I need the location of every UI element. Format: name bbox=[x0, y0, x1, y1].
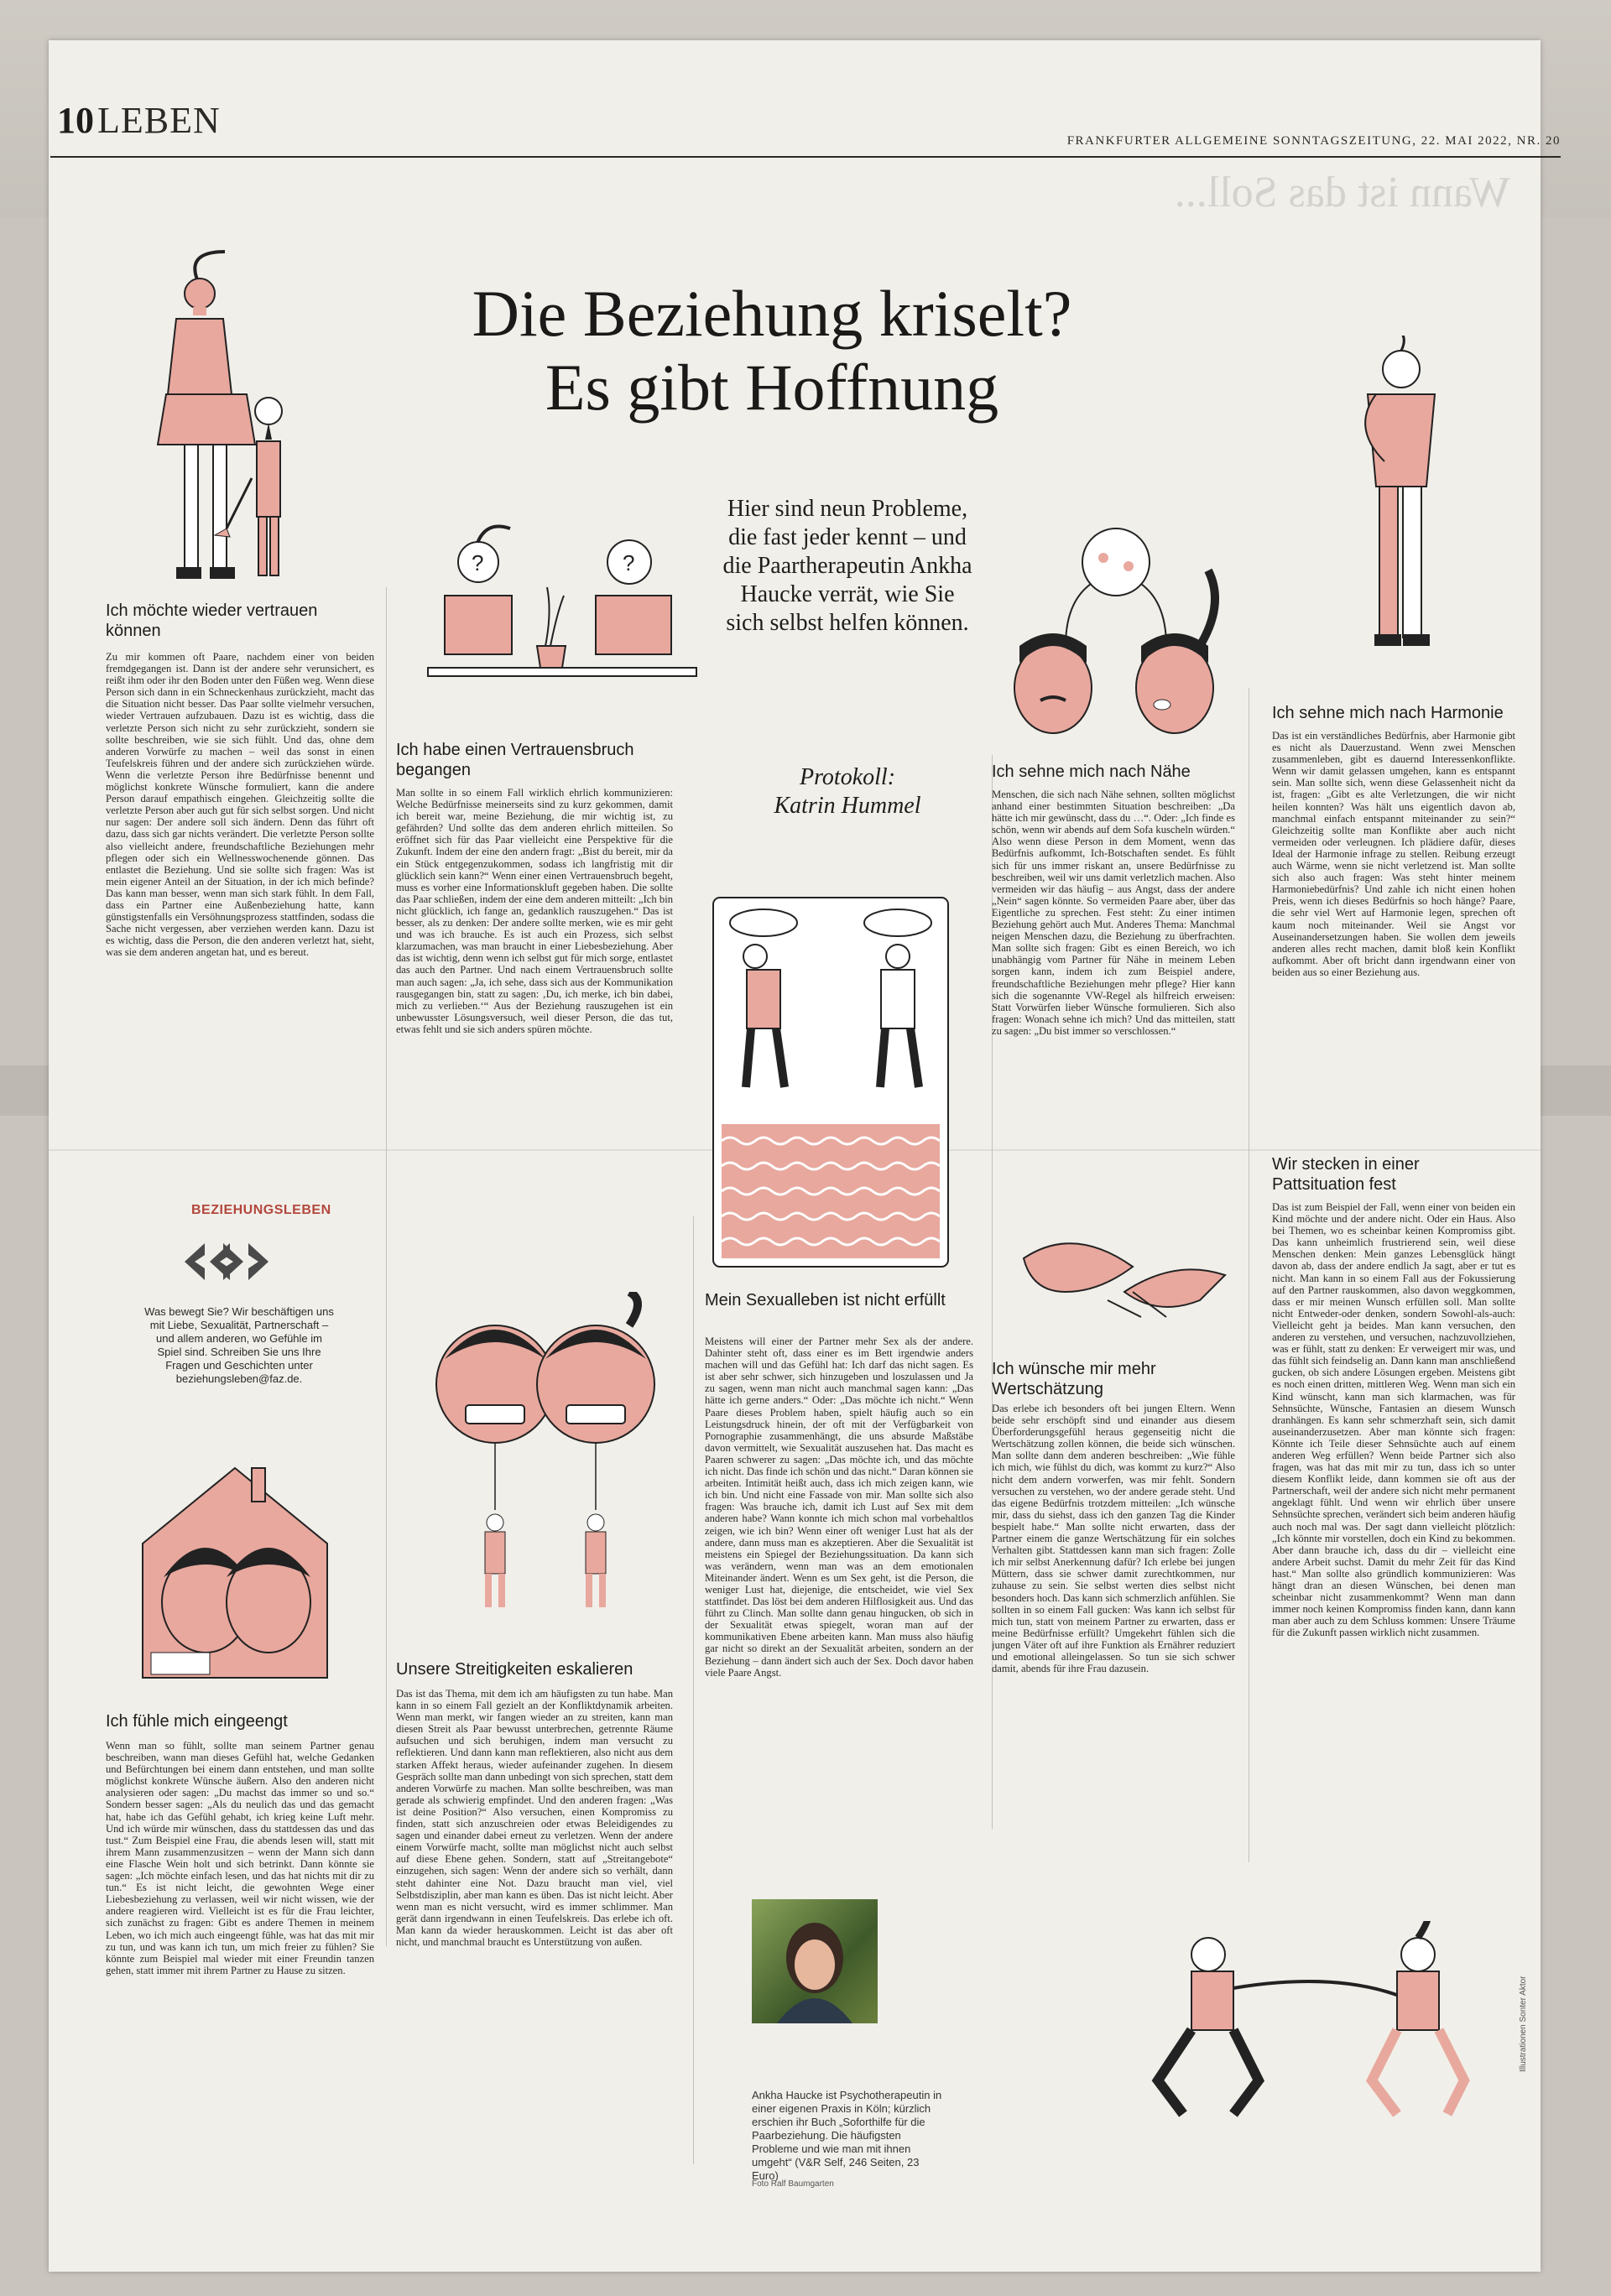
column-rule bbox=[693, 1216, 694, 2164]
body-eingeengt: Wenn man so fühlt, sollte man seinem Partner genau beschreiben, wann man dieses Gefühl hat, welche Gedanken und Befürchtungen bei einem dann entstehen, und man sollte möglichst konkrete Wünsche äußern. Also den anderen nicht analysieren oder sagen: „Du machst das immer so und so.“ Sondern besser sagen: „Als du neulich das und das gemacht hat, habe ich das Gefühl gehabt, ich krieg keine Luft mehr. Und ich würde mir wünschen, dass du stattdessen das und das tust.“ Zum Beispiel eine Frau, die abends lesen will, statt mit ihrem Mann zusammenzusitzen – wenn der Mann sich dann eine Flasche Wein holt und sich betrinkt. Dann könnte sie sagen: „Ich möchte einfach lesen, und das hat nichts mit dir zu tun.“ Es ist nicht leicht, die gewohnten Wege einer Liebesbeziehung zu verlassen, weil wir nicht wissen, wie der andere reagieren wird. Vielleicht ist es für die Frau leichter, sich zunächst zu fragen: Gibt es andere Themen in meinem Leben, wo ich mich auch eingeengt fühle, was hat das mit mir zu tun, und was kann ich tun, um mich freier zu fühlen? Sie könnte zum Beispiel mal wieder mit einer Freundin tanzen gehen, statt immer mit ihrem Partner zu Hause zu sitzen. bbox=[106, 1740, 374, 1976]
svg-text:?: ? bbox=[623, 550, 635, 575]
beziehungsleben-logo-icon bbox=[176, 1238, 277, 1285]
section-name: LEBEN bbox=[97, 100, 221, 141]
protokoll-author: Katrin Hummel bbox=[774, 793, 921, 819]
illustration-arguing bbox=[420, 1292, 671, 1644]
illustration-house bbox=[126, 1460, 344, 1686]
paper-info: FRANKFURTER ALLGEMEINE SONNTAGSZEITUNG, 22. MAI 2022, NR. 20 bbox=[1066, 134, 1561, 148]
illustration-tug-of-war bbox=[1141, 1921, 1494, 2131]
page-number: 10 bbox=[57, 100, 94, 141]
body-harmonie: Das ist ein verständliches Bedürfnis, aber Harmonie gibt es nicht als Dauerzustand. Wenn zwei Menschen zusammenleben, gibt es dauernd Interessenkonflikte. Wenn wir damit gelassen umgehen, kann es entspannt sein. Man sollte sich, wenn diese Gelassenheit nicht da ist, fragen: „Gibt es alte Verletzungen, die wir nicht heilen konnten? Was hält uns eigentlich davon ab, manchmal einfach entspannt miteinander zu sein?“ Gleichzeitig sollte man Konflikte aber auch nicht vermeiden oder verleugnen. Ich plädiere dafür, dieses Ideal der Harmonie infrage zu stellen. Reibung erzeugt auch Wärme, wenn sie nicht verletzend ist. Man sollte sich also auch fragen: Was steht hinter meinem Harmoniebedürfnis? Und zahle ich nicht einen hohen Preis, wenn ich dieses Bedürfnis so hoch hänge? Paare, die sehr viel Wert auf Harmonie legen, sprechen oft kaum noch miteinander. Weil sie Angst vor Auseinandersetzungen haben. Sie wollen dem jeweils anderen alles recht machen, damit bloß kein Konflikt aufkommt. Aber oft bricht dann irgendwann einer von beiden aus so einer Beziehung aus. bbox=[1272, 730, 1515, 978]
heading-vertrauensbruch: Ich habe einen Vertrauensbruch begangen bbox=[396, 741, 634, 779]
heading-wertschaetzung: Ich wünsche mir mehr Wertschätzung bbox=[992, 1360, 1156, 1398]
heading-vertrauen: Ich möchte wieder vertrauen können bbox=[106, 601, 318, 640]
heading-pattsituation: Wir stecken in einer Pattsituation fest bbox=[1272, 1155, 1420, 1194]
masthead-rule bbox=[50, 156, 1561, 158]
heading-naehe: Ich sehne mich nach Nähe bbox=[992, 763, 1191, 781]
body-pattsituation: Das ist zum Beispiel der Fall, wenn einer von beiden ein Kind möchte und der andere nicht. Oder ein Haus. Also bei Themen, wo es scheinbar keinen Kompromiss gibt. Das kann unheimlich frustrierend sein, weil diese Menschen denken: Mein ganzes Lebensglück hängt davon ab, dass der andere endlich Ja sagt, aber er tut es nicht. Man kann in so einem Fall aus der Fokussierung auf den Partner rauskommen, also davon weggkommen, dass er mir meinen Wunsch erfüllen soll. Man sollte nicht Entweder-oder denken, sondern Sowohl-als-auch: Vielleicht geht ja beides. Man kann versuchen, den anderen zu verstehen, und versuchen, nachzuvollziehen, was er fühlt, statt zu denken: Er verweigert mir was, und das fühlt sich feindselig an. Dann kann man anschließend gucken, ob sich andere Lösungen ergeben. Meistens gibt es noch einen dritten, mittleren Weg. Wenn man sich ein Kind wünscht, kann man sich klarmachen, was für Sehnsüchte, Wünsche, Fantasien an diesem Wunsch dranhängen. Es kann sehr schmerzhaft sein, sich damit auseinanderzusetzen. Aber man könnte sich fragen: Könnte ich Teile dieser Sehnsüchte auch auf einem anderen Weg erfüllen? Wenn beide Partner sich also fragen, was hat das mit mir zu tun, dass ich so unter diesem Konflikt leide, dann kommen sie oft aus der Partnerschaft, weil der andere sich nicht mehr permanent angeklagt fühlt. Und wenn wir ehrlich über unsere Sehnsüchte sprechen, verändert sich beim anderen häufig auch noch mal was. Der sagt dann vielleicht plötzlich: „Ich könnte mir vorstellen, doch ein Kind zu bekommen. Aber dann brauche ich, dass du dir – vielleicht eine andere Arbeit suchst. Damit du mehr Zeit für das Kind hast.“ Man sollte also gründlich kommunizieren: Was hängt dran an diesen Wünschen, bei denen man scheinbar nicht zusammenkommt? Wenn man dann immer noch keinen Kompromiss finden kann, dann kann man aber auch zu dem Schluss kommen: Unsere Träume für die Zukunft passen wirklich nicht zusammen. bbox=[1272, 1201, 1515, 1639]
illustration-hug bbox=[1309, 336, 1477, 663]
body-vertrauensbruch: Man sollte in so einem Fall wirklich ehrlich kommunizieren: Welche Bedürfnisse meinerseits sind zu kurz gekommen, damit ich bereit war, meine Beziehung, die mir wichtig ist, zu gefährden? Und sollte das dem anderen ehrlich mitteilen. So eröffnet sich für das Paar vielleicht eine Perspektive für die Zukunft. Indem der eine den andern fragt: „Bist du bereit, mir da ein Stück entgegenzukommen, sodass ich langfristig mit dir glücklich sein kann?“ Wenn einer einen Vertrauensbruch begeht, muss es vorher eine Informationskluft gegeben haben. Die sollte das Paar schließen, indem der eine dem anderen mitteilt: „Ich bin nicht glücklich, ich fange an, gedanklich rauszugehen.“ Das ist besser, als zu denken: Der andere sollte merken, wie es mir geht und was ich brauche. Es ist auch ein Prozess, sich selbst klarzumachen, was man braucht in einer Liebesbeziehung. Aber das ist wichtig, denn wenn ich selbst gut für mich sorge, entlastet das auch den Partner. Und nach einem Vertrauensbruch sollte man auch sagen: „Ja, ich sehe, dass sich aus der Kommunikation rausgegangen bin, statt zu sagen: ‚Du, ich merke, ich bin dabei, mich zu verlieben.‘“ Aus der Beziehung rauszugehen ist ein unbewusster Lösungsversuch, weil dieser Person, die das tut, etwas fehlt und sie sich anders spüren möchte. bbox=[396, 787, 673, 1035]
heading-sexualleben: Mein Sexualleben ist nicht erfüllt bbox=[705, 1291, 946, 1309]
illustration-couple-flowers bbox=[126, 243, 294, 596]
photo-credit: Foto Ralf Baumgarten bbox=[752, 2179, 834, 2189]
author-photo bbox=[752, 1899, 878, 2023]
body-sexualleben: Meistens will einer der Partner mehr Sex als der andere. Dahinter steht oft, dass einer es im Bett irgendwie anders machen will und das Gefühl hat: Ich darf das nicht sagen. Es ist aber sehr schwer, sich hinzugeben und loszulassen und Ja zu sagen, wenn man nicht auch manchmal sagen kann: „Das hätte ich gerne anders.“ Oder: „Das möchte ich nicht.“ Wenn Paare dieses Problem haben, spielt häufig auch so ein Leistungsdruck hinein, der oft mit der Verfügbarkeit von Pornographie zusammenhängt, die uns absurde Maßstäbe davon vermittelt, wie Sexualität auszusehen hat. Das macht es Paaren schwerer zu sagen: „Das möchte ich, und das möchte ich nicht. Das finde ich schön und das nicht.“ Daran können sie arbeiten. Intimität heißt auch, dass ich mich zeigen kann, wie ich bin. Und nicht eine Fassade von mir. Man sollte sich also fragen: Was brauche ich, damit ich Lust auf Sex mit dem anderen habe? Wann konnte ich mich schon mal vorbehaltlos zeigen, wie ich bin? Wenn einer oft weniger Lust hat als der andere, dann muss man es akzeptieren. Aber die Sexualität ist meistens ein Spiegel der Beziehungssituation. Da kann sich was verändern, wenn man was an dem emotionalen Miteinander ändert. Wenn es um Sex geht, ist die Person, die weniger Lust hat, diejenige, die entscheidet, wie viel Sex stattfindet. Das löst bei dem anderen Hilflosigkeit aus. Und das führt zu Clinch. Man sollte dann genau hingucken, ob sich in der Sexualität etwas spiegelt, woran man auf der kommunikativen Ebene arbeiten kann. Man muss also häufig gar nicht so direkt an der Sexualität arbeiten, sondern an der Beziehung – dann ändert sich auch der Sex. Doch davor haben viele Paare Angst. bbox=[705, 1335, 973, 1679]
heading-streitigkeiten: Unsere Streitigkeiten eskalieren bbox=[396, 1660, 633, 1679]
author-portrait-icon bbox=[752, 1899, 878, 2023]
illustration-credit: Illustrationen Sonter Aktor bbox=[1519, 1976, 1528, 2072]
illustration-thinking-heads bbox=[990, 520, 1242, 738]
protokoll-label: Protokoll: bbox=[799, 764, 896, 790]
deck: Hier sind neun Probleme, die fast jeder kennt – und die Paartherapeutin Ankha Haucke verrät, wie Sie sich selbst helfen können. bbox=[722, 496, 972, 636]
headline-line-2: Es gibt Hoffnung bbox=[545, 351, 999, 424]
illustration-hands bbox=[1007, 1208, 1242, 1334]
body-wertschaetzung: Das erlebe ich besonders oft bei jungen Eltern. Wenn beide sehr erschöpft sind und einander aus diesem Überforderungsgefühl heraus gegenseitig nicht die Wertschätzung zollen können, die beide sich wünschen. Man sollte dann dem anderen beschreiben: „Wie fühle ich mich, wie fühlst du dich, was kommt zu kurz?“ Also nicht dem andern vorwerfen, was mir fehlt. Sondern versuchen zu verstehen, wo der andere gerade steht. Und das eigene Bedürfnis trotzdem mitteilen: „Ich wünsche mir, dass du siehst, dass ich den ganzen Tag die Kinder bespielt habe.“ Man sollte nicht erwarten, dass der Partner einem die ganze Wertschätzung für ein solches Verhalten gibt. Stattdessen kann man sich fragen: Zolle ich mir selbst Anerkennung dafür? Ich erlebe bei jungen Müttern, dass sie schwer damit zurechtkommen, nur zuhause zu sein. Sie selbst werten dies selbst nicht besonders hoch. Das kann sich schmerzlich anfühlen. Sie sollten in so einem Fall gucken: Was kann ich selbst für mich tun, statt von meinem Partner zu erwarten, dass er meine Bedürfnisse erfüllt? Umgekehrt fühlen sich die jungen Väter oft auf ihre Funktion als Ernährer reduziert und emotional alleingelassen. So tun sie sich schwer damit, abends für ihre Frau dazusein. bbox=[992, 1403, 1235, 1675]
author-caption: Ankha Haucke ist Psychotherapeutin in einer eigenen Praxis in Köln; kürzlich erschien ihr Buch „Soforthilfe für die Paarbeziehung. Die häufigsten Probleme und wie man mit ihnen umgeht“ (V&R Self, 246 Seiten, 23 Euro) bbox=[752, 2089, 942, 2182]
illustration-question-couple bbox=[420, 520, 705, 705]
svg-text:?: ? bbox=[472, 550, 484, 575]
beziehungsleben-text: Was bewegt Sie? Wir beschäftigen uns mit Liebe, Sexualität, Partnerschaft – und allem anderen, wo Gefühle im Spiel sind. Schreiben Sie uns Ihre Fragen und Geschichten unter beziehungsleben@faz.de. bbox=[144, 1305, 334, 1385]
body-naehe: Menschen, die sich nach Nähe sehnen, sollten möglichst anhand einer bestimmten Situation beschreiben: „Da hätte ich mir gewünscht, dass du …“. Oder: „Ich finde es schön, wenn wir abends auf dem Sofa kuscheln würden.“ Also wenn diese Person in dem Moment, wenn das Bedürfnis aufkommt, Ich-Botschaften sendet. Es fühlt sich für uns immer riskant an, unsere Bedürfnisse zu beschreiben, weil wir uns damit verletzlich machen. Also vermeiden wir das häufig – aus Angst, dass der andere „Nein“ sagen könnte. So vermeiden Paare aber, über das Eigentliche zu sprechen. Fest steht: Zu einer intimen Beziehung gehört auch Mut. Anderes Thema: Manchmal neigen Menschen dazu, die Beziehung zu überfrachten. Man sollte sich fragen: Gibt es einen Bereich, wo ich unabhängig vom Partner für Nähe in meinem Leben sorgen kann, indem ich zum Beispiel andere, freundschaftliche Beziehungen mehr pflege? Hier kann sich die sogenannte VW-Regel als hilfreich erweisen: Statt Vorwürfen lieber Wünsche formulieren. Sich also fragen: Wonach sehne ich mich? Und das mitteilen, statt zu sagen: „Du bist immer so verschlossen.“ bbox=[992, 789, 1235, 1037]
body-vertrauen: Zu mir kommen oft Paare, nachdem einer von beiden fremdgegangen ist. Dann ist der andere sehr verunsichert, es reißt ihm oder ihr den Boden unter den Füßen weg. Wenn diese Person sich dann in ein Schneckenhaus zurückzieht, macht das die Situation nicht besser. Das Paar sollte vielmehr versuchen, wieder Vertrauen aufzubauen. Dazu ist es wichtig, dass die verletzte Person sich nicht zu sehr zurückzieht, sondern sie sollte beschreiben, wie sie sich fühlt. Und das, ohne dem anderen Vorwürfe zu machen – weil das sonst in einen Teufelskreis führen und der andere sich zurückziehen würde. Wenn die verletzte Person ihre Bedürfnisse benennt und möglichst konkrete Wünsche formuliert, kann die andere Person darauf empathisch eingehen. Gleichzeitig sollte die verletzte Person aber auch gut für sich selbst sorgen. Und nicht nur sagen: Der andere soll sich ändern. Denn das führt oft dazu, dass sich gar nichts verändert. Die verletzte Person sollte also vielleicht andere, freundschaftliche Beziehungen mehr pflegen oder sich ein Wellnesswochenende gönnen. Das entlastet die Beziehung. Und sie sollte sich fragen: Was ist mein eigener Anteil an der Situation, in der ich mich befinde? Das kann man besser, wenn man sich stark fühlt. In dem Fall, dass ein Partner eine Außenbeziehung hatte, kann günstigstenfalls ein Versöhnungsprozess stattfinden, sodass die Sache nicht vergessen, aber verziehen werden kann. Dazu ist es wichtig, dass die Person, die den anderen verletzt hat, sieht, was sie dem anderen angetan hat, und es bereut. bbox=[106, 651, 374, 959]
illustration-bed bbox=[705, 889, 957, 1275]
headline-line-1: Die Beziehung kriselt? bbox=[472, 277, 1072, 350]
beziehungsleben-label: BEZIEHUNGSLEBEN bbox=[191, 1203, 331, 1217]
heading-eingeengt: Ich fühle mich eingeengt bbox=[106, 1712, 288, 1731]
body-streitigkeiten: Das ist das Thema, mit dem ich am häufigsten zu tun habe. Man kann in so einem Fall gezielt an der Konfliktdynamik arbeiten. Wenn man merkt, wir fangen wieder an zu streiten, kann man diesen Streit als Paar bewusst unterbrechen, getrennte Räume aufsuchen und sich beruhigen, indem man versucht zu reflektieren. Und dann kann man reflektieren, also nicht aus dem starken Affekt heraus, wieder aufeinander zugehen. In diesem Gespräch sollte man dann unbedingt von sich sprechen, statt dem anderen Vorwürfe zu machen. Man sollte beschreiben, was man gerade als schwierig empfindet. Und den anderen fragen: „Was ist deine Position?“ Also versuchen, einen Kompromiss zu finden, statt sich anzuschreien oder etwas Beleidigendes zu sagen und einander dabei erneut zu verletzen. Wenn der andere einem Vorwürfe macht, sollte man möglichst nicht auch selbst auf diese Ebene gehen. Sondern, statt auf „Streitangebote“ einzugehen, sich sagen: Wenn der andere sich so verhält, dann steht dahinter eine Not. Dazu braucht man viel, viel Selbstdisziplin, aber man kann es üben. Das ist nicht leicht. Aber wenn man es nicht versucht, wird es immer schlimmer. Man gerät dann irgendwann in einen Teufelskreis. Das erlebe ich oft. Man kann da wieder herauskommen. Leicht ist das aber oft nicht, und manchmal braucht es Unterstützung von außen. bbox=[396, 1688, 673, 1948]
column-rule bbox=[386, 587, 387, 1946]
heading-harmonie: Ich sehne mich nach Harmonie bbox=[1272, 704, 1504, 722]
show-through-text: Wann ist das Soll... bbox=[1174, 169, 1510, 216]
headline bbox=[302, 277, 1242, 424]
protokoll-byline bbox=[722, 763, 973, 820]
